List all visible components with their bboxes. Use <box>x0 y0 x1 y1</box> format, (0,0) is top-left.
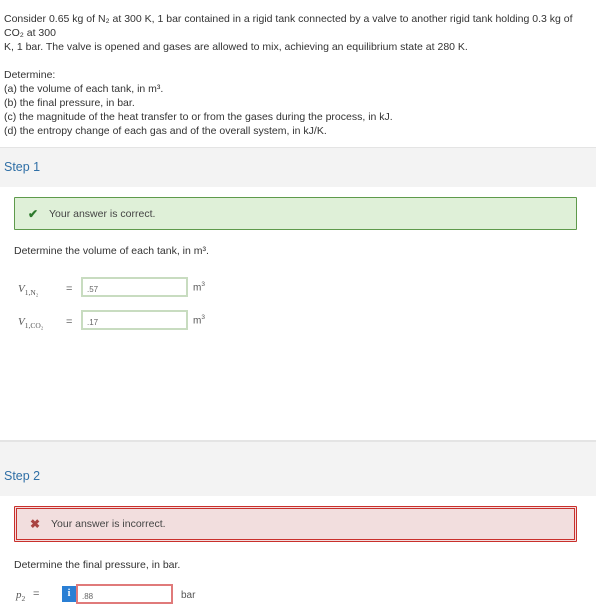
equals-sign: = <box>66 283 73 295</box>
step-1-prompt: Determine the volume of each tank, in m³. <box>14 245 209 257</box>
v1-n2-unit: $m^3$ <box>193 281 205 294</box>
correct-alert <box>14 197 577 230</box>
x-icon: ✖ <box>29 517 41 531</box>
step-2-prompt: Determine the final pressure, in bar. <box>14 559 181 571</box>
problem-statement <box>4 12 590 138</box>
problem-line-1: Consider 0.65 kg of N₂ at 300 K, 1 bar contained in a rigid tank connected by a valve to another rigid tank holding 0.3 kg of CO₂ at 300 <box>4 13 573 39</box>
step-2-card <box>0 496 596 610</box>
check-icon: ✔ <box>27 206 39 221</box>
step-1-title: Step 1 <box>4 160 41 174</box>
v1-co2-label: $V_{1,CO_2}$ <box>18 316 44 331</box>
problem-line-2: K, 1 bar. The valve is opened and gases are allowed to mix, achieving an equilibrium state at 280 K. <box>4 41 468 53</box>
v1-co2-input[interactable]: .17 <box>81 310 188 330</box>
equals-sign: = <box>33 588 40 600</box>
part-b: (b) the final pressure, in bar. <box>4 97 135 109</box>
part-d: (d) the entropy change of each gas and of the overall system, in kJ/K. <box>4 125 327 137</box>
v1-n2-label: $V_{1,N_2}$ <box>18 283 39 298</box>
correct-alert-text: Your answer is correct. <box>49 207 156 220</box>
v1-co2-unit: $m^3$ <box>193 314 205 327</box>
step-2-header <box>0 441 596 496</box>
p2-input[interactable]: .88 <box>76 584 173 604</box>
p2-unit: bar <box>181 590 196 601</box>
part-a: (a) the volume of each tank, in m³. <box>4 83 164 95</box>
part-c: (c) the magnitude of the heat transfer to or from the gases during the process, in kJ. <box>4 111 393 123</box>
p2-label: $p_2$ <box>16 589 26 604</box>
determine-heading: Determine: <box>4 69 56 81</box>
step-1-card <box>0 187 596 441</box>
step-1-header <box>0 147 596 187</box>
equals-sign: = <box>66 316 73 328</box>
step-2-title: Step 2 <box>4 469 41 483</box>
incorrect-alert <box>14 506 577 542</box>
info-icon[interactable]: i <box>62 586 76 602</box>
v1-n2-input[interactable]: .57 <box>81 277 188 297</box>
incorrect-alert-text: Your answer is incorrect. <box>51 518 166 530</box>
